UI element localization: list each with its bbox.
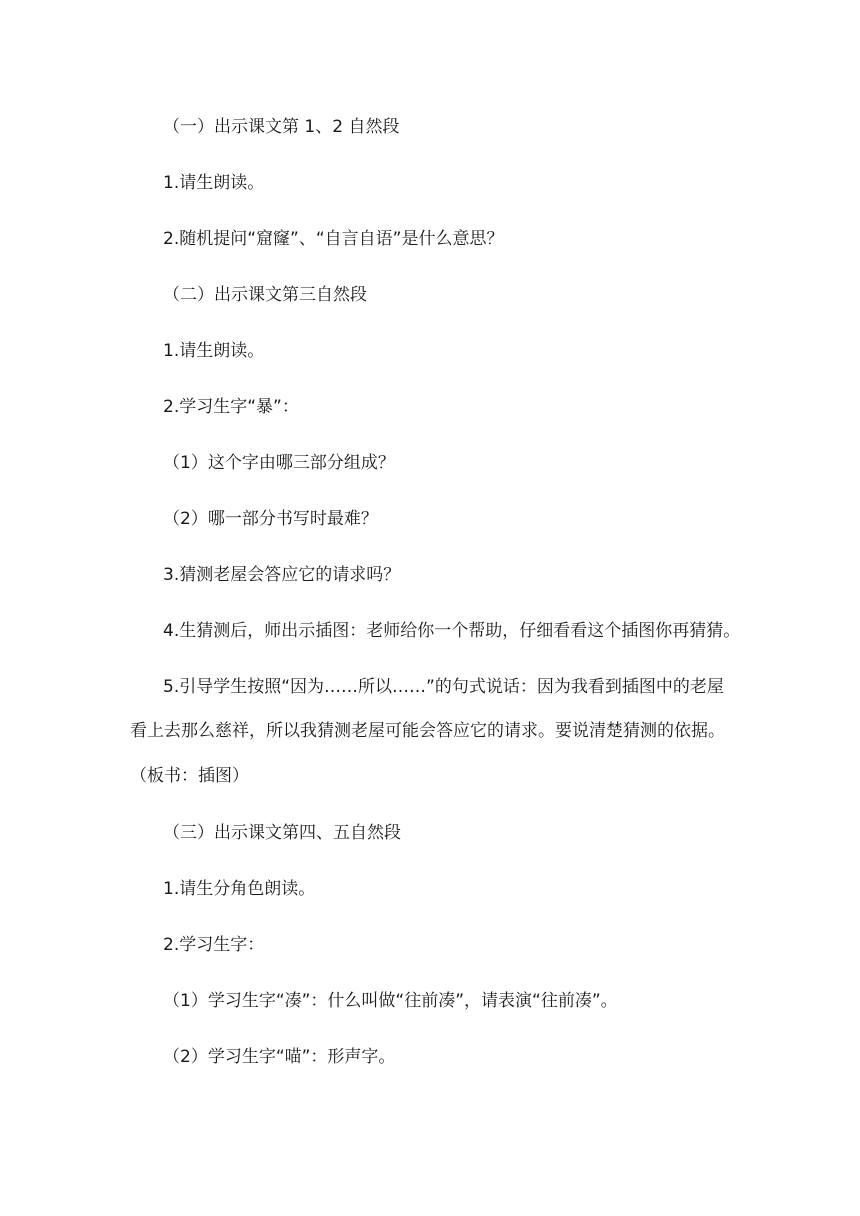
paragraph-sentence-pattern-cont: 看上去那么慈祥，所以我猜测老屋可能会答应它的请求。要说清楚猜测的依据。 <box>130 721 725 741</box>
sub-item-2-hardest-part: （2）哪一部分书写时最难？ <box>163 509 378 529</box>
paragraph-guess: 3.猜测老屋会答应它的请求吗？ <box>163 565 401 585</box>
section-heading-two: （二）出示课文第三自然段 <box>163 285 367 305</box>
paragraph-read-aloud-2: 1.请生朗读。 <box>163 341 265 361</box>
sub-item-1-char-cou: （1）学习生字“凑”：什么叫做“往前凑”，请表演“往前凑”。 <box>163 991 618 1011</box>
sub-item-2-char-miao: （2）学习生字“喵”：形声字。 <box>163 1047 396 1067</box>
paragraph-learn-chars: 2.学习生字： <box>163 935 265 955</box>
paragraph-show-illustration: 4.生猜测后，师出示插图：老师给你一个帮助，仔细看看这个插图你再猜猜。 <box>163 621 741 641</box>
section-heading-three: （三）出示课文第四、五自然段 <box>163 823 401 843</box>
paragraph-role-reading: 1.请生分角色朗读。 <box>163 879 316 899</box>
section-heading-one: （一）出示课文第 1、2 自然段 <box>163 117 400 137</box>
paragraph-sentence-pattern: 5.引导学生按照“因为……所以……”的句式说话：因为我看到插图中的老屋 <box>163 677 724 697</box>
paragraph-read-aloud-1: 1.请生朗读。 <box>163 173 265 193</box>
blackboard-note: （板书：插图） <box>130 766 249 786</box>
sub-item-1-components: （1）这个字由哪三部分组成？ <box>163 453 395 473</box>
paragraph-learn-char-bao: 2.学习生字“暴”： <box>163 397 299 417</box>
paragraph-question-words: 2.随机提问“窟窿”、“自言自语”是什么意思？ <box>163 229 504 249</box>
